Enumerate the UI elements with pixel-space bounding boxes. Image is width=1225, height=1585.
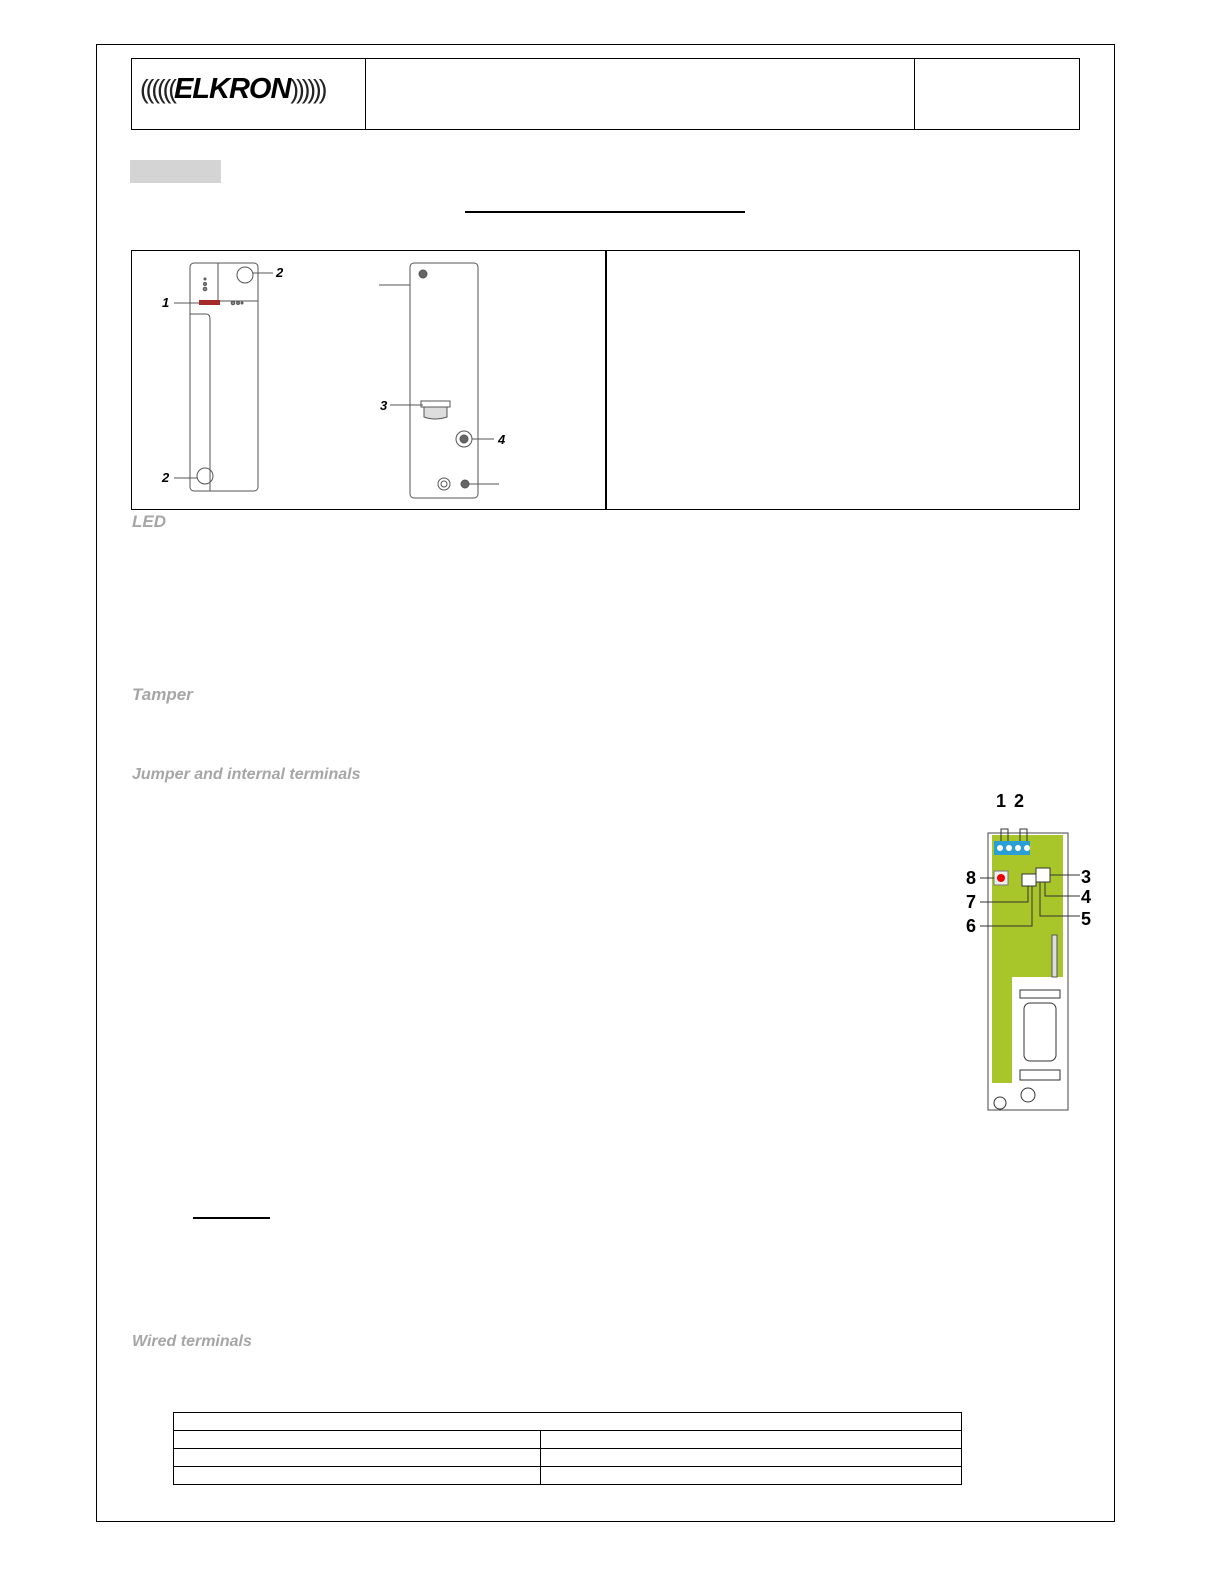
board-callout-7: 7 <box>966 892 977 912</box>
section-heading-led: LED <box>132 512 166 531</box>
table-cell <box>174 1449 541 1467</box>
callout-2-top: 2 <box>276 265 284 280</box>
table-row <box>174 1467 962 1485</box>
title-underline <box>465 211 745 213</box>
table-row <box>174 1431 962 1449</box>
table-row <box>174 1413 962 1431</box>
product-illustration <box>132 251 602 507</box>
board-callout-5: 5 <box>1081 909 1092 929</box>
table-cell <box>174 1413 962 1431</box>
table-row <box>174 1449 962 1467</box>
logo-cell <box>132 59 366 129</box>
table-cell <box>174 1467 541 1485</box>
logo-text: ELKRON <box>173 73 291 105</box>
terminal-block <box>994 841 1030 855</box>
circuit-board-illustration <box>950 785 1100 1115</box>
table-cell <box>541 1431 962 1449</box>
wired-terminals-table <box>173 1412 962 1485</box>
jumper-6-7 <box>1022 874 1036 886</box>
board-callout-4: 4 <box>1081 887 1092 907</box>
board-callout-6: 6 <box>966 916 977 936</box>
section-heading-tamper: Tamper <box>132 685 193 704</box>
gray-label-box <box>130 160 221 183</box>
document-header <box>131 58 1080 130</box>
callout-2-bottom: 2 <box>162 470 170 485</box>
board-callout-2: 2 <box>1014 791 1025 811</box>
table-cell <box>541 1449 962 1467</box>
table-cell <box>174 1431 541 1449</box>
jumper-3-4-5 <box>1036 868 1050 882</box>
header-divider <box>914 59 915 129</box>
front-view <box>174 263 273 491</box>
product-figure-box <box>131 250 1080 510</box>
elkron-logo: (((((( ELKRON )))))) <box>140 73 325 105</box>
callout-3: 3 <box>380 398 388 413</box>
board-callout-3: 3 <box>1081 867 1092 887</box>
section-heading-jumper: Jumper and internal terminals <box>132 766 361 783</box>
callout-1: 1 <box>162 295 170 310</box>
table-cell <box>541 1467 962 1485</box>
figure-divider <box>605 251 607 509</box>
underline-mark <box>193 1217 270 1219</box>
section-heading-wired: Wired terminals <box>132 1333 252 1350</box>
board-callout-8: 8 <box>966 868 977 888</box>
board-callout-1: 1 <box>996 791 1007 811</box>
back-view <box>379 263 499 498</box>
callout-4: 4 <box>498 432 506 447</box>
